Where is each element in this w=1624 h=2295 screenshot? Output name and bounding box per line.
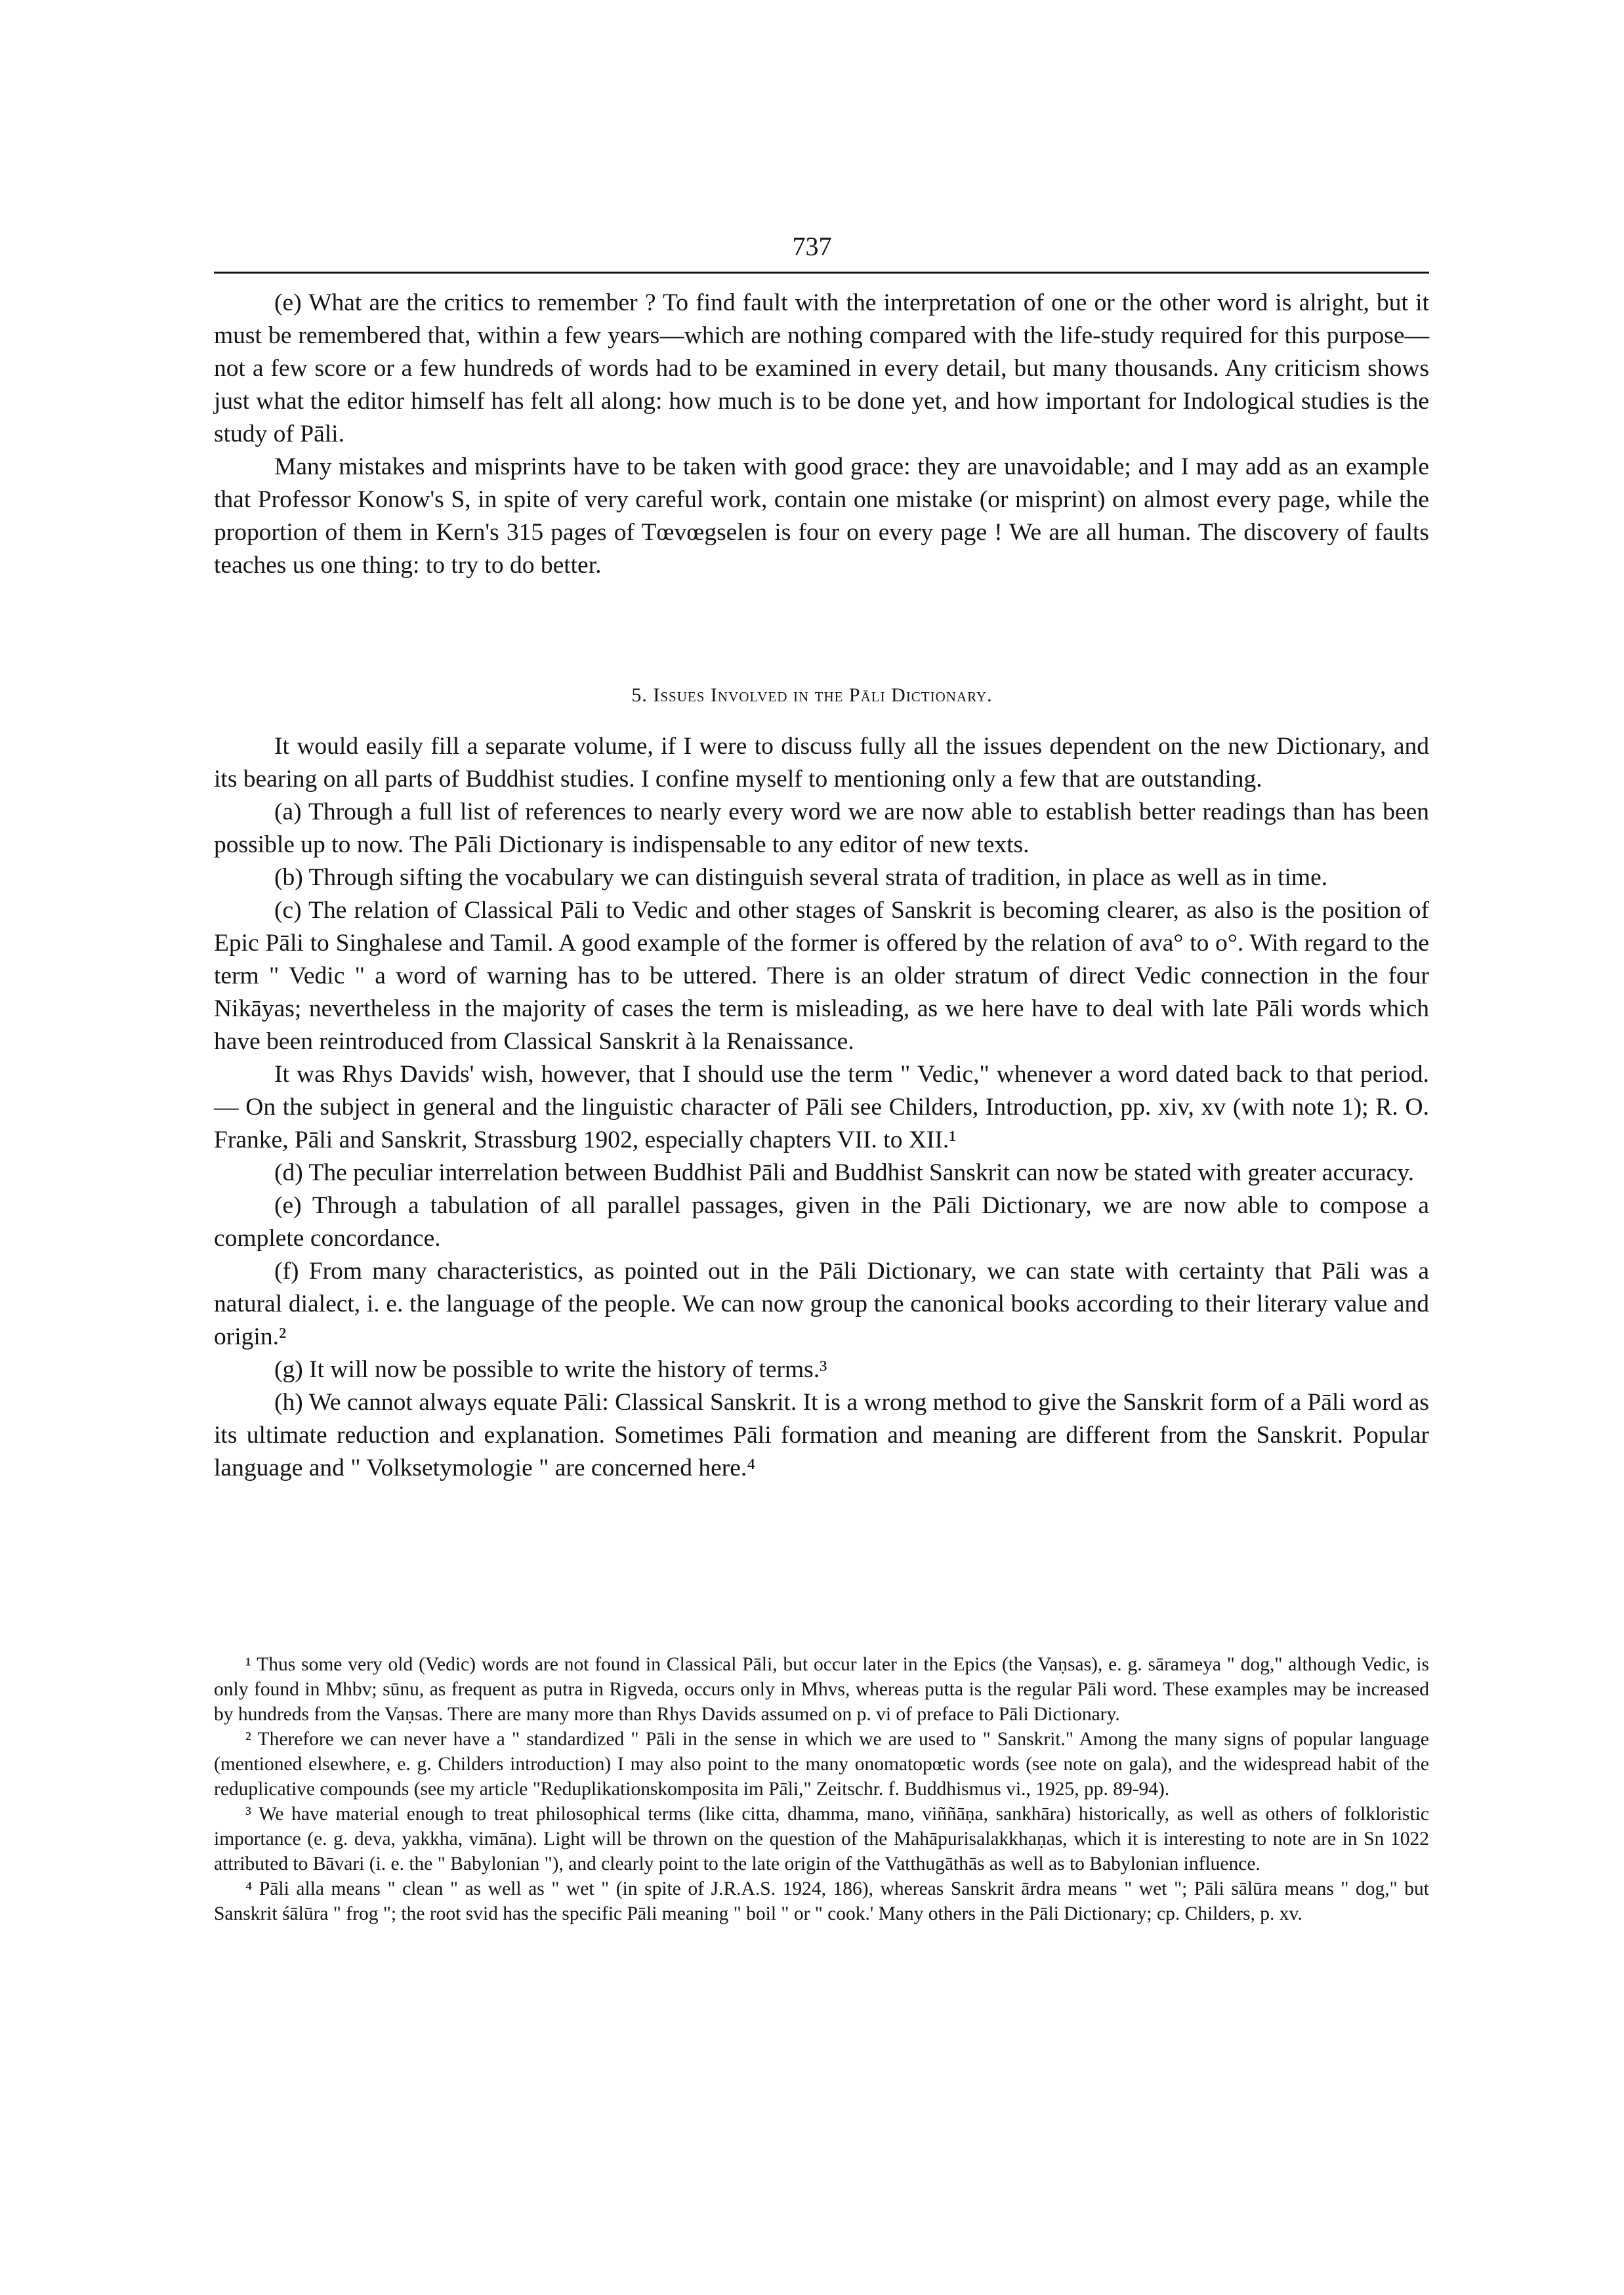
section-top <box>214 287 1429 582</box>
footnote-2: ² Therefore we can never have a " standardized " Pāli in the sense in which we are used to " Sanskrit." Among the many signs of popular language (mentioned elsewhere, e. g. Childers introduction) I may also point to the many onomatopœtic words (see note on gala), and the widespread habit of the reduplicative compounds (see my article "Reduplikationskomposita im Pāli," Zeitschr. f. Buddhismus vi., 1925, pp. 89-94). <box>214 1729 1429 1800</box>
footnote-4: ⁴ Pāli alla means " clean " as well as " wet " (in spite of J.R.A.S. 1924, 186), whereas Sanskrit ārdra means " wet "; Pāli sālūra means " dog," but Sanskrit śālūra " frog "; the root svid has the specific Pāli meaning " boil " or " cook.' Many others in the Pāli Dictionary; cp. Childers, p. xv. <box>214 1878 1429 1924</box>
paragraph-a: (a) Through a full list of references to nearly every word we are now able to establish better readings than has been possible up to now. The Pāli Dictionary is indispensable to any editor of new texts. <box>214 798 1429 858</box>
paragraph-c: (c) The relation of Classical Pāli to Vedic and other stages of Sanskrit is becoming clearer, as also is the position of Epic Pāli to Singhalese and Tamil. A good example of the former is offered by the relation of ava° to o°. With regard to the term " Vedic " a word of warning has to be uttered. There is an older stratum of direct Vedic connection in the four Nikāyas; nevertheless in the majority of cases the term is misleading, as we here have to deal with late Pāli words which have been reintroduced from Classical Sanskrit à la Renaissance. <box>214 897 1429 1055</box>
paragraph-e: (e) Through a tabulation of all parallel passages, given in the Pāli Dictionary, we are now able to compose a complete concordance. <box>214 1192 1429 1252</box>
paragraph-g: (g) It will now be possible to write the history of terms.³ <box>274 1356 827 1383</box>
page-number: 737 <box>792 232 832 261</box>
section-heading: 5. Issues Involved in the Pāli Dictionary. <box>631 684 993 706</box>
footnote-3: ³ We have material enough to treat philosophical terms (like citta, dhamma, mano, viññāṇa, sankhāra) historically, as well as others of folkloristic importance (e. g. deva, yakkha, vimāna). Light will be thrown on the question of the Mahāpurisalakkhaṇas, which it is interesting to note are in Sn 1022 attributed to Bāvari (i. e. the " Babylonian "), and clearly point to the late origin of the Vatthugāthās as well as to Babylonian influence. <box>214 1804 1429 1874</box>
paragraph-rhys-davids: It was Rhys Davids' wish, however, that I should use the term " Vedic," whenever a word dated back to that period. — On the subject in general and the linguistic character of Pāli see Childers, Introduction, pp. xiv, xv (with note 1); R. O. Franke, Pāli and Sanskrit, Strassburg 1902, especially chapters VII. to XII.¹ <box>214 1061 1429 1153</box>
paragraph-d: (d) The peculiar interrelation between Buddhist Pāli and Buddhist Sanskrit can now be stated with greater accuracy. <box>274 1159 1414 1186</box>
section-main <box>214 730 1429 1485</box>
footnotes <box>214 1652 1429 1926</box>
footnote-1: ¹ Thus some very old (Vedic) words are not found in Classical Pāli, but occur later in the Epics (the Vaṇsas), e. g. sārameya " dog," although Vedic, is only found in Mhbv; sūnu, as frequent as putra in Rigveda, occurs only in Mhvs, whereas putta is the regular Pāli word. These examples may be increased by hundreds from the Vaṇsas. There are many more than Rhys Davids assumed on p. vi of preface to Pāli Dictionary. <box>214 1654 1429 1725</box>
paragraph-intro: It would easily fill a separate volume, if I were to discuss fully all the issues dependent on the new Dictionary, and its bearing on all parts of Buddhist studies. I confine myself to mentioning only a few that are outstanding. <box>214 733 1429 793</box>
paragraph-mistakes: Many mistakes and misprints have to be taken with good grace: they are unavoidable; and I may add as an example that Professor Konow's S, in spite of very careful work, contain one mistake (or misprint) on almost every page, while the proportion of them in Kern's 315 pages of Tœvœgselen is four on every page ! We are all human. The discovery of faults teaches us one thing: to try to do better. <box>214 453 1429 579</box>
header-rule <box>214 272 1429 274</box>
paragraph-h: (h) We cannot always equate Pāli: Classical Sanskrit. It is a wrong method to give the Sanskrit form of a Pāli word as its ultimate reduction and explanation. Sometimes Pāli formation and meaning are different from the Sanskrit. Popular language and " Volksetymologie " are concerned here.⁴ <box>214 1389 1429 1481</box>
paragraph-b: (b) Through sifting the vocabulary we can distinguish several strata of tradition, in place as well as in time. <box>274 864 1328 891</box>
paragraph-f: (f) From many characteristics, as pointed out in the Pāli Dictionary, we can state with certainty that Pāli was a natural dialect, i. e. the language of the people. We can now group the canonical books according to their literary value and origin.² <box>214 1258 1429 1350</box>
paragraph-critics: (e) What are the critics to remember ? To find fault with the interpretation of one or the other word is alright, but it must be remembered that, within a few years—which are nothing compared with the life-study required for this purpose—not a few score or a few hundreds of words had to be examined in every detail, but many thousands. Any criticism shows just what the editor himself has felt all along: how much is to be done yet, and how important for Indological studies is the study of Pāli. <box>214 289 1429 447</box>
